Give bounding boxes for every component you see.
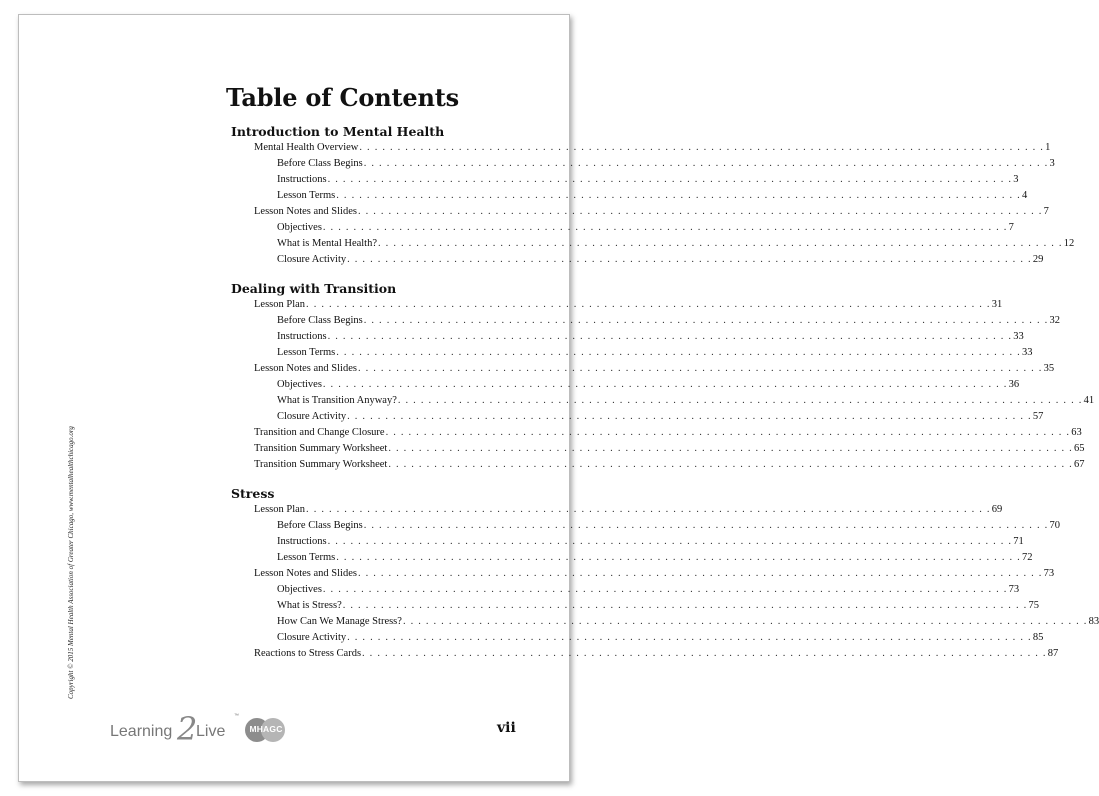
- toc-entry: [231, 361, 1055, 377]
- toc-entry-label: Transition Summary Worksheet: [254, 459, 388, 470]
- dot-leader: . . . . . . . . . . . . . . . . . . . . . . . . . . . . . . . . . . . . . . . . . . . . . . . . . . . . . . . . . . . . . . . . . . . . . . . . . . . . . . . . . . . . . . . . . .: [363, 520, 1049, 531]
- dot-leader: . . . . . . . . . . . . . . . . . . . . . . . . . . . . . . . . . . . . . . . . . . . . . . . . . . . . . . . . . . . . . . . . . . . . . . . . . . . . . . . . . . . . . . . . . .: [342, 600, 1028, 611]
- mhagc-badge-text: MHAGC: [249, 724, 283, 734]
- dot-leader: . . . . . . . . . . . . . . . . . . . . . . . . . . . . . . . . . . . . . . . . . . . . . . . . . . . . . . . . . . . . . . . . . . . . . . . . . . . . . . . . . . . . . . . . . .: [347, 632, 1032, 643]
- toc-entry: [231, 630, 1044, 646]
- toc-entry: [231, 188, 1028, 204]
- toc-entry-page: 67: [1074, 459, 1085, 470]
- page-number: vii: [497, 720, 516, 736]
- toc-entry-page: 33: [1013, 331, 1024, 342]
- toc-entry: [231, 329, 1024, 345]
- toc-entry-page: 57: [1032, 411, 1044, 422]
- dot-leader: . . . . . . . . . . . . . . . . . . . . . . . . . . . . . . . . . . . . . . . . . . . . . . . . . . . . . . . . . . . . . . . . . . . . . . . . . . . . . . . . . . . . . . . . . .: [357, 206, 1043, 217]
- toc-entry-page: 41: [1083, 395, 1095, 406]
- dot-leader: . . . . . . . . . . . . . . . . . . . . . . . . . . . . . . . . . . . . . . . . . . . . . . . . . . . . . . . . . . . . . . . . . . . . . . . . . . . . . . . . . . . . . . . . . .: [357, 363, 1043, 374]
- toc-entry: [231, 441, 1085, 457]
- toc-entry: [231, 566, 1055, 582]
- toc-entry-label: Closure Activity: [277, 632, 347, 643]
- dot-leader: . . . . . . . . . . . . . . . . . . . . . . . . . . . . . . . . . . . . . . . . . . . . . . . . . . . . . . . . . . . . . . . . . . . . . . . . . . . . . . . . . . . . . . . . . .: [327, 331, 1013, 342]
- dot-leader: . . . . . . . . . . . . . . . . . . . . . . . . . . . . . . . . . . . . . . . . . . . . . . . . . . . . . . . . . . . . . . . . . . . . . . . . . . . . . . . . . . . . . . . . . .: [362, 648, 1047, 659]
- logo-trademark: ™: [234, 713, 239, 719]
- dot-leader: . . . . . . . . . . . . . . . . . . . . . . . . . . . . . . . . . . . . . . . . . . . . . . . . . . . . . . . . . . . . . . . . . . . . . . . . . . . . . . . . . . . . . . . . . .: [363, 158, 1049, 169]
- toc-entry-page: 33: [1021, 347, 1033, 358]
- toc-entry-page: 73: [1043, 568, 1055, 579]
- page-title: Table of Contents: [226, 83, 459, 112]
- document-page: [18, 14, 1099, 782]
- dot-leader: . . . . . . . . . . . . . . . . . . . . . . . . . . . . . . . . . . . . . . . . . . . . . . . . . . . . . . . . . . . . . . . . . . . . . . . . . . . . . . . . . . . . . . . . . .: [306, 504, 991, 515]
- toc-entry: [231, 297, 1003, 313]
- toc-entry-label: Before Class Begins: [277, 158, 363, 169]
- toc-entry: [231, 502, 1003, 518]
- toc-entry: [231, 156, 1055, 172]
- dot-leader: . . . . . . . . . . . . . . . . . . . . . . . . . . . . . . . . . . . . . . . . . . . . . . . . . . . . . . . . . . . . . . . . . . . . . . . . . . . . . . . . . . . . . . . . . .: [388, 443, 1074, 454]
- dot-leader: . . . . . . . . . . . . . . . . . . . . . . . . . . . . . . . . . . . . . . . . . . . . . . . . . . . . . . . . . . . . . . . . . . . . . . . . . . . . . . . . . . . . . . . . . .: [388, 459, 1074, 470]
- toc-entry-label: Objectives: [277, 379, 322, 390]
- toc-entry-label: What is Mental Health?: [277, 238, 378, 249]
- toc-entry-page: 72: [1021, 552, 1033, 563]
- toc-entry: [231, 377, 1020, 393]
- table-of-contents: [231, 123, 1099, 662]
- toc-entry: [231, 425, 1082, 441]
- dot-leader: . . . . . . . . . . . . . . . . . . . . . . . . . . . . . . . . . . . . . . . . . . . . . . . . . . . . . . . . . . . . . . . . . . . . . . . . . . . . . . . . . . . . . . . . . .: [359, 142, 1045, 153]
- toc-entry-label: Instructions: [277, 331, 327, 342]
- toc-entry-label: How Can We Manage Stress?: [277, 616, 402, 627]
- toc-entry-label: Lesson Terms: [277, 190, 336, 201]
- toc-entry-page: 75: [1028, 600, 1039, 611]
- section-title: Dealing with Transition: [231, 281, 397, 296]
- toc-entry-page: 70: [1049, 520, 1060, 531]
- toc-entry-label: Objectives: [277, 584, 322, 595]
- toc-entry: [231, 252, 1044, 268]
- dot-leader: . . . . . . . . . . . . . . . . . . . . . . . . . . . . . . . . . . . . . . . . . . . . . . . . . . . . . . . . . . . . . . . . . . . . . . . . . . . . . . . . . . . . . . . . . .: [357, 568, 1043, 579]
- toc-entry-label: Before Class Begins: [277, 315, 363, 326]
- dot-leader: . . . . . . . . . . . . . . . . . . . . . . . . . . . . . . . . . . . . . . . . . . . . . . . . . . . . . . . . . . . . . . . . . . . . . . . . . . . . . . . . . . . . . . . . . .: [378, 238, 1063, 249]
- toc-entry-label: Instructions: [277, 174, 327, 185]
- toc-entry-page: 63: [1071, 427, 1082, 438]
- toc-entry-label: Objectives: [277, 222, 322, 233]
- toc-entry-page: 4: [1021, 190, 1028, 201]
- dot-leader: . . . . . . . . . . . . . . . . . . . . . . . . . . . . . . . . . . . . . . . . . . . . . . . . . . . . . . . . . . . . . . . . . . . . . . . . . . . . . . . . . . . . . . . . . .: [347, 254, 1032, 265]
- toc-entry-page: 65: [1074, 443, 1085, 454]
- toc-entry-page: 71: [1013, 536, 1024, 547]
- toc-entry: [231, 313, 1060, 329]
- dot-leader: . . . . . . . . . . . . . . . . . . . . . . . . . . . . . . . . . . . . . . . . . . . . . . . . . . . . . . . . . . . . . . . . . . . . . . . . . . . . . . . . . . . . . . . . . .: [327, 174, 1013, 185]
- dot-leader: . . . . . . . . . . . . . . . . . . . . . . . . . . . . . . . . . . . . . . . . . . . . . . . . . . . . . . . . . . . . . . . . . . . . . . . . . . . . . . . . . . . . . . . . . .: [363, 315, 1049, 326]
- toc-entry: [231, 236, 1075, 252]
- toc-entry: [231, 598, 1039, 614]
- toc-entry-label: Lesson Notes and Slides: [254, 206, 357, 217]
- toc-entry: [231, 582, 1020, 598]
- toc-entry-label: Lesson Terms: [277, 552, 336, 563]
- toc-entry: [231, 140, 1051, 156]
- dot-leader: . . . . . . . . . . . . . . . . . . . . . . . . . . . . . . . . . . . . . . . . . . . . . . . . . . . . . . . . . . . . . . . . . . . . . . . . . . . . . . . . . . . . . . . . . .: [402, 616, 1088, 627]
- copyright-notice: Copyright © 2015 Mental Health Association of Greater Chicago, www.mentalhealthchicago.org: [67, 426, 75, 699]
- toc-entry-page: 87: [1047, 648, 1059, 659]
- toc-entry-label: Lesson Notes and Slides: [254, 363, 357, 374]
- toc-entry-label: Lesson Notes and Slides: [254, 568, 357, 579]
- toc-entry-label: Transition and Change Closure: [254, 427, 385, 438]
- dot-leader: . . . . . . . . . . . . . . . . . . . . . . . . . . . . . . . . . . . . . . . . . . . . . . . . . . . . . . . . . . . . . . . . . . . . . . . . . . . . . . . . . . . . . . . . . .: [385, 427, 1071, 438]
- toc-entry-page: 85: [1032, 632, 1044, 643]
- toc-entry-page: 29: [1032, 254, 1044, 265]
- toc-entry-label: Instructions: [277, 536, 327, 547]
- toc-entry-label: Transition Summary Worksheet: [254, 443, 388, 454]
- toc-entry: [231, 518, 1060, 534]
- dot-leader: . . . . . . . . . . . . . . . . . . . . . . . . . . . . . . . . . . . . . . . . . . . . . . . . . . . . . . . . . . . . . . . . . . . . . . . . . . . . . . . . . . . . . . . . . .: [336, 190, 1021, 201]
- toc-entry-page: 7: [1043, 206, 1049, 217]
- toc-entry: [231, 534, 1024, 550]
- learning2live-logo: [110, 710, 310, 761]
- section-title: Stress: [231, 486, 275, 501]
- section-title: Introduction to Mental Health: [231, 124, 445, 139]
- toc-entry: [231, 345, 1033, 361]
- toc-entry-page: 3: [1013, 174, 1019, 185]
- dot-leader: . . . . . . . . . . . . . . . . . . . . . . . . . . . . . . . . . . . . . . . . . . . . . . . . . . . . . . . . . . . . . . . . . . . . . . . . . . . . . . . . . . . . . . . . . .: [306, 299, 991, 310]
- toc-entry-label: What is Stress?: [277, 600, 342, 611]
- logo-live-text: Live: [196, 723, 226, 740]
- toc-entry: [231, 614, 1099, 630]
- toc-entry-page: 32: [1049, 315, 1060, 326]
- dot-leader: . . . . . . . . . . . . . . . . . . . . . . . . . . . . . . . . . . . . . . . . . . . . . . . . . . . . . . . . . . . . . . . . . . . . . . . . . . . . . . . . . . . . . . . . . .: [347, 411, 1032, 422]
- mhagc-badge-icon: [245, 718, 287, 742]
- toc-entry-page: 69: [991, 504, 1003, 515]
- toc-entry: [231, 457, 1085, 473]
- toc-entry-label: Lesson Terms: [277, 347, 336, 358]
- toc-entry: [231, 172, 1019, 188]
- dot-leader: . . . . . . . . . . . . . . . . . . . . . . . . . . . . . . . . . . . . . . . . . . . . . . . . . . . . . . . . . . . . . . . . . . . . . . . . . . . . . . . . . . . . . . . . . .: [322, 222, 1008, 233]
- toc-entry-label: Closure Activity: [277, 411, 347, 422]
- dot-leader: . . . . . . . . . . . . . . . . . . . . . . . . . . . . . . . . . . . . . . . . . . . . . . . . . . . . . . . . . . . . . . . . . . . . . . . . . . . . . . . . . . . . . . . . . .: [322, 584, 1008, 595]
- toc-entry-label: Before Class Begins: [277, 520, 363, 531]
- toc-entry-page: 31: [991, 299, 1003, 310]
- toc-entry-label: Reactions to Stress Cards: [254, 648, 362, 659]
- toc-entry-page: 35: [1043, 363, 1055, 374]
- dot-leader: . . . . . . . . . . . . . . . . . . . . . . . . . . . . . . . . . . . . . . . . . . . . . . . . . . . . . . . . . . . . . . . . . . . . . . . . . . . . . . . . . . . . . . . . . .: [336, 347, 1021, 358]
- dot-leader: . . . . . . . . . . . . . . . . . . . . . . . . . . . . . . . . . . . . . . . . . . . . . . . . . . . . . . . . . . . . . . . . . . . . . . . . . . . . . . . . . . . . . . . . . .: [397, 395, 1083, 406]
- toc-entry: [231, 550, 1033, 566]
- toc-entry-page: 73: [1008, 584, 1020, 595]
- toc-entry-page: 1: [1045, 142, 1051, 153]
- toc-entry: [231, 204, 1049, 220]
- toc-entry-page: 7: [1008, 222, 1014, 233]
- toc-entry: [231, 409, 1044, 425]
- toc-entry-label: Mental Health Overview: [254, 142, 359, 153]
- logo-learning-text: Learning: [110, 723, 173, 740]
- toc-entry: [231, 220, 1014, 236]
- toc-entry-label: What is Transition Anyway?: [277, 395, 397, 406]
- dot-leader: . . . . . . . . . . . . . . . . . . . . . . . . . . . . . . . . . . . . . . . . . . . . . . . . . . . . . . . . . . . . . . . . . . . . . . . . . . . . . . . . . . . . . . . . . .: [327, 536, 1013, 547]
- toc-entry-label: Lesson Plan: [254, 504, 306, 515]
- dot-leader: . . . . . . . . . . . . . . . . . . . . . . . . . . . . . . . . . . . . . . . . . . . . . . . . . . . . . . . . . . . . . . . . . . . . . . . . . . . . . . . . . . . . . . . . . .: [336, 552, 1021, 563]
- toc-entry: [231, 646, 1059, 662]
- toc-entry-page: 83: [1088, 616, 1099, 627]
- logo-two-text: 2: [177, 710, 198, 748]
- toc-entry-label: Closure Activity: [277, 254, 347, 265]
- toc-entry-page: 3: [1049, 158, 1055, 169]
- dot-leader: . . . . . . . . . . . . . . . . . . . . . . . . . . . . . . . . . . . . . . . . . . . . . . . . . . . . . . . . . . . . . . . . . . . . . . . . . . . . . . . . . . . . . . . . . .: [322, 379, 1008, 390]
- toc-entry: [231, 393, 1095, 409]
- toc-entry-page: 12: [1063, 238, 1075, 249]
- toc-entry-page: 36: [1008, 379, 1020, 390]
- toc-entry-label: Lesson Plan: [254, 299, 306, 310]
